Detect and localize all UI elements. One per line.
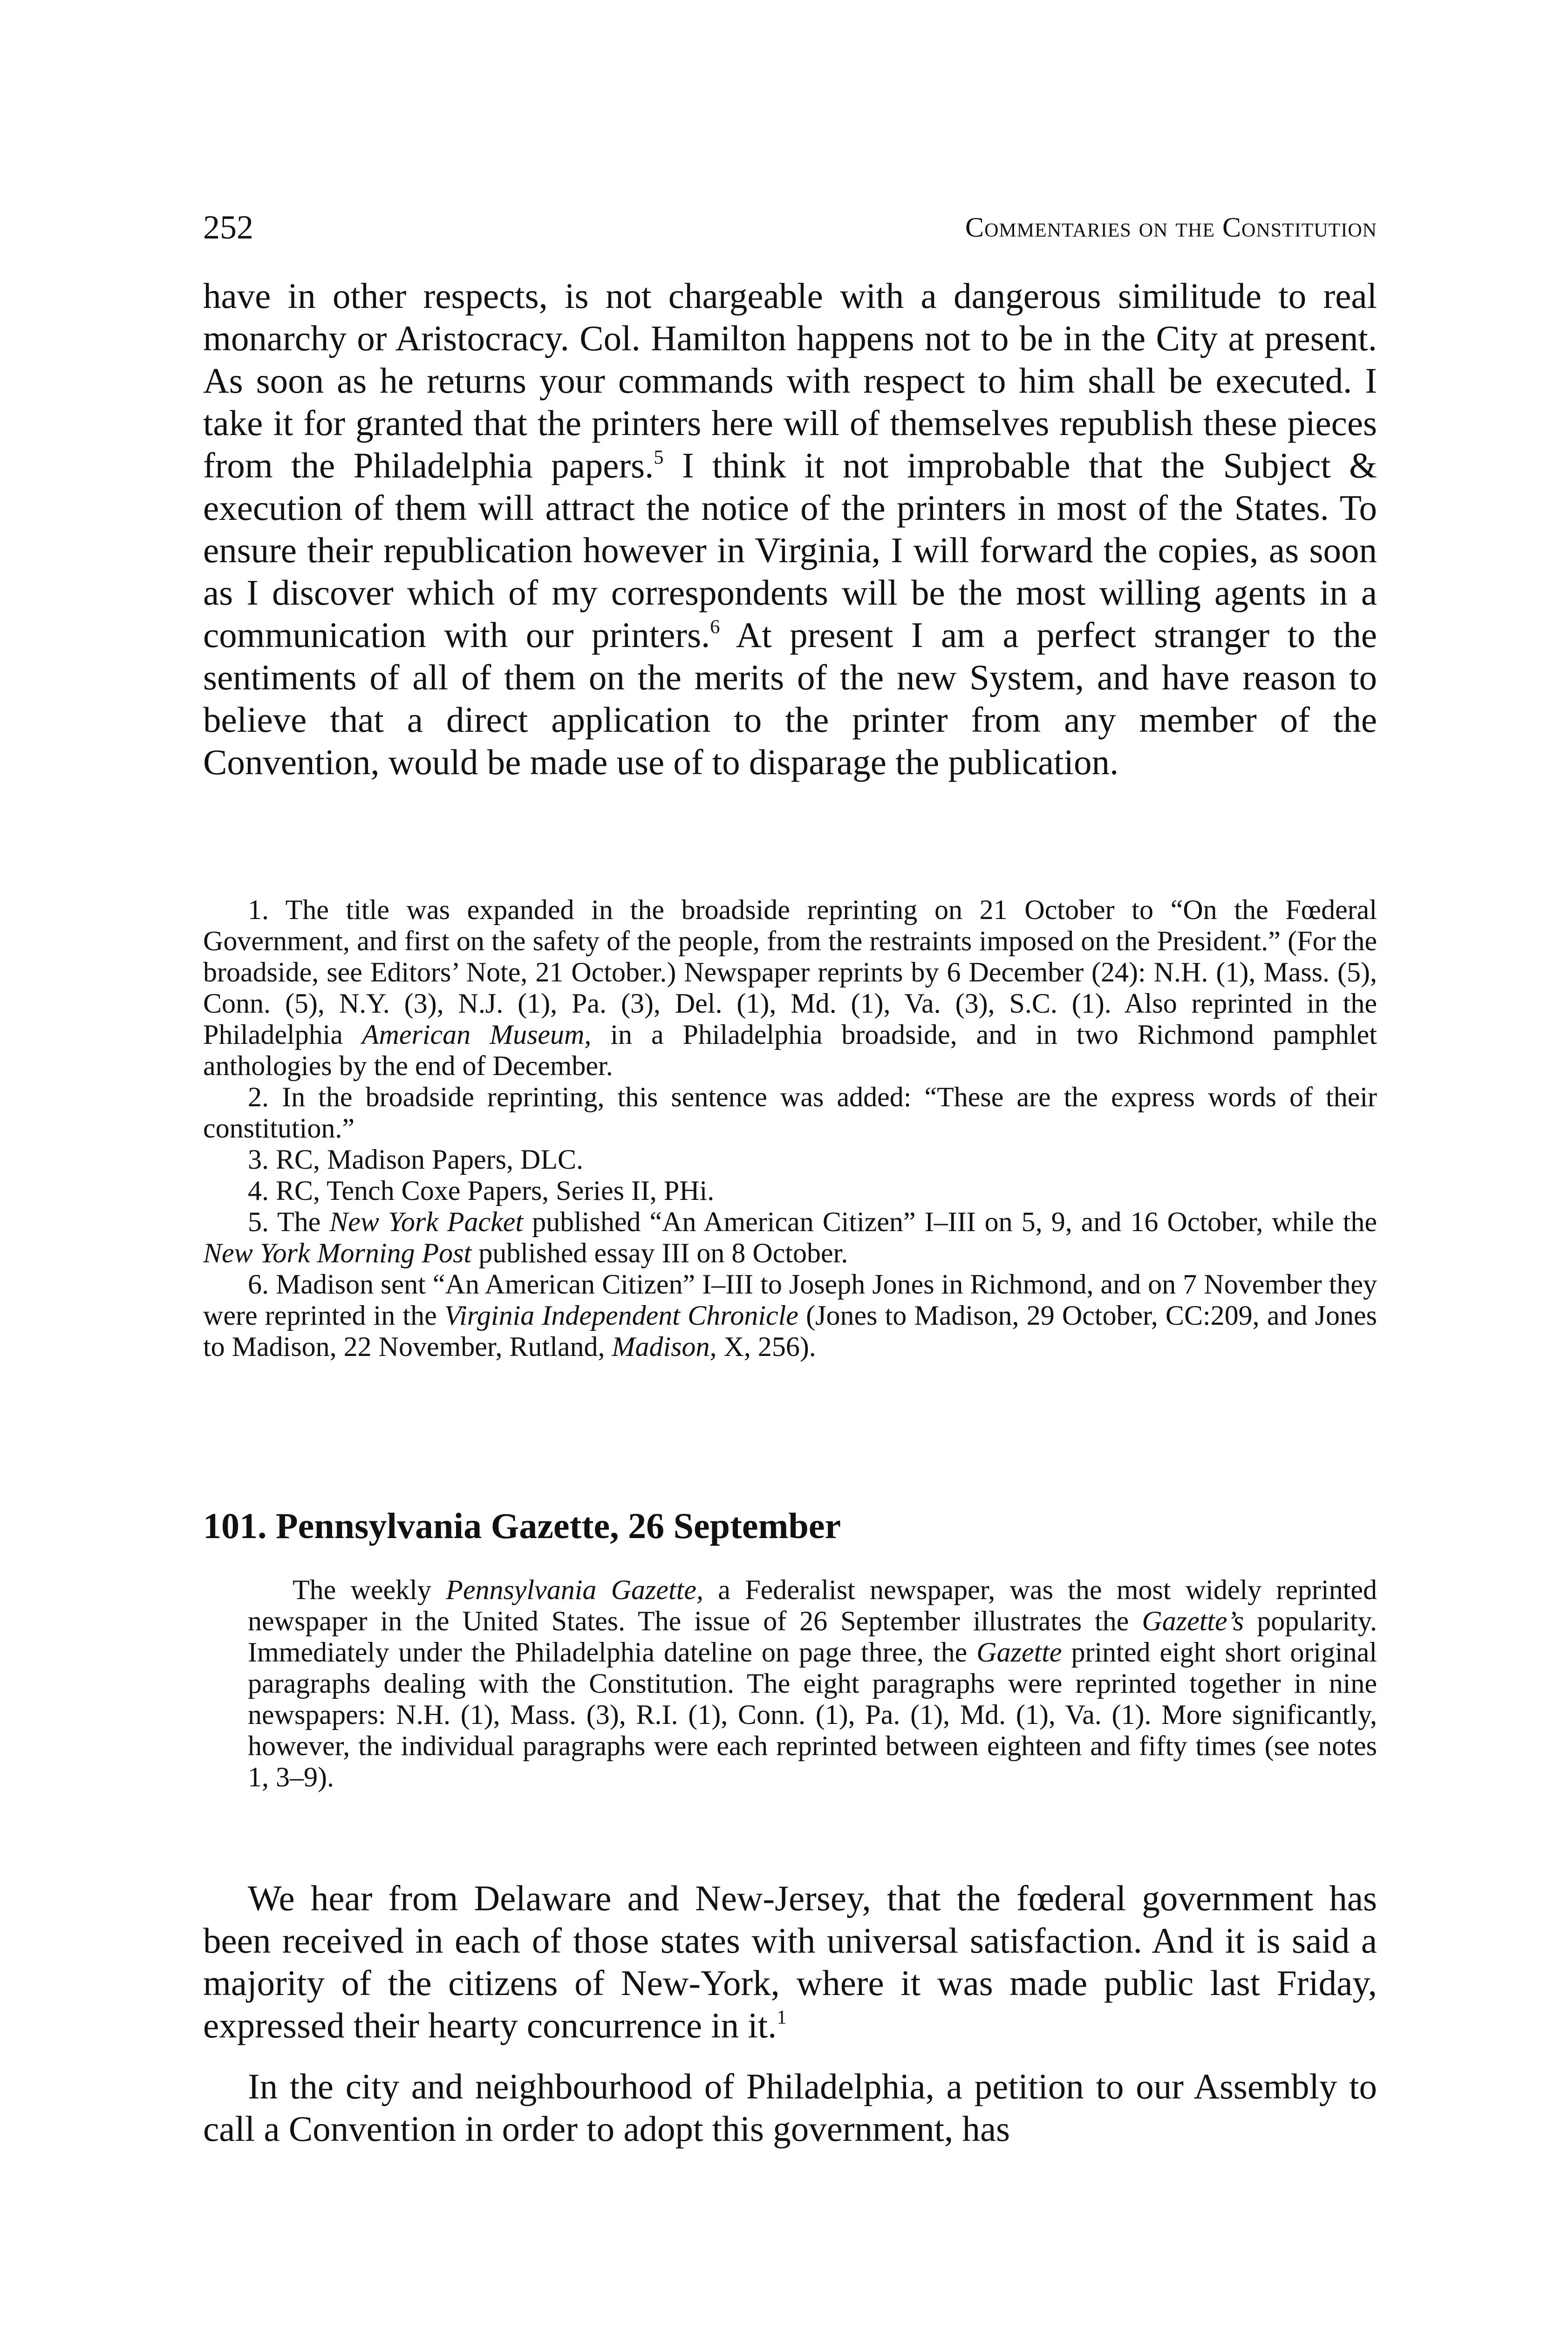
footnote-3: 3. RC, Madison Papers, DLC.	[248, 1144, 583, 1175]
headnote	[248, 1574, 1377, 1793]
document-heading: 101. Pennsylvania Gazette, 26 September	[203, 1505, 841, 1546]
gazette-paragraph-1: We hear from Delaware and New-Jersey, that the fœderal government has been received in each of those states with universal satisfaction. And it is said a majority of the citizens of New-York, where it was made public last Friday, expressed their hearty concurrence in it.$^1$	[203, 1878, 1377, 2045]
footnotes	[203, 894, 1377, 1362]
footnote-5: 5. The New York Packet published “An American Citizen” I–III on 5, 9, and 16 October, while the New York Morning Post published essay III on 8 October.	[203, 1206, 1377, 1268]
page-number: 252	[203, 209, 253, 246]
note-ref-1: 1	[777, 2006, 787, 2029]
footnote-4: 4. RC, Tench Coxe Papers, Series II, PHi.	[248, 1175, 715, 1206]
footnote-2: 2. In the broadside reprinting, this sentence was added: “These are the express words of their constitution.”	[203, 1082, 1377, 1144]
gazette-text	[203, 1877, 1377, 2150]
running-head	[203, 209, 1377, 246]
footnote-6: 6. Madison sent “An American Citizen” I–III to Joseph Jones in Richmond, and on 7 November they were reprinted in the Virginia Independent Chronicle (Jones to Madison, 29 October, CC:209, and Jones to Madison, 22 November, Rutland, Madison, X, 256).	[203, 1269, 1377, 1362]
note-ref-6: 6	[710, 616, 720, 638]
letter-continuation	[203, 275, 1377, 783]
headnote-paragraph: The weekly Pennsylvania Gazette, a Federalist newspaper, was the most widely reprinted newspaper in the United States. The issue of 26 September illustrates the Gazette’s popularity. Immediately under the Philadelphia dateline on page three, the Gazette printed eight short original paragraphs dealing with the Constitution. The eight paragraphs were reprinted together in nine newspapers: N.H. (1), Mass. (3), R.I. (1), Conn. (1), Pa. (1), Md. (1), Va. (1). More significantly, however, the individual paragraphs were each reprinted between eighteen and fifty times (see notes 1, 3–9).	[248, 1574, 1377, 1792]
footnote-1: 1. The title was expanded in the broadside reprinting on 21 October to “On the Fœderal Government, and first on the safety of the people, from the restraints imposed on the President.” (For the broadside, see Editors’ Note, 21 October.) Newspaper reprints by 6 December (24): N.H. (1), Mass. (5), Conn. (5), N.Y. (3), N.J. (1), Pa. (3), Del. (1), Md. (1), Va. (3), S.C. (1). Also reprinted in the Philadelphia American Museum, in a Philadelphia broadside, and in two Richmond pamphlet anthologies by the end of December.	[203, 894, 1377, 1081]
gazette-paragraph-2: In the city and neighbourhood of Philadelphia, a petition to our Assembly to call a Convention in order to adopt this government, has	[203, 2066, 1377, 2149]
note-ref-5: 5	[654, 446, 664, 469]
running-head-title: Commentaries on the Constitution	[965, 212, 1377, 243]
letter-paragraph: have in other respects, is not chargeable with a dangerous similitude to real monarchy or Aristocracy. Col. Hamilton happens not to be in the City at present. As soon as he returns your commands with respect to him shall be executed. I take it for granted that the printers here will of themselves republish these pieces from the Philadelphia papers.$^5$ I think it not improbable that the Subject & execution of them will attract the notice of the printers in most of the States. To ensure their republication however in Virginia, I will forward the copies, as soon as I discover which of my correspondents will be the most willing agents in a communication with our printers.$^6$ At present I am a perfect stranger to the sentiments of all of them on the merits of the new System, and have reason to believe that a direct application to the printer from any member of the Convention, would be made use of to disparage the publication.	[203, 276, 1377, 782]
